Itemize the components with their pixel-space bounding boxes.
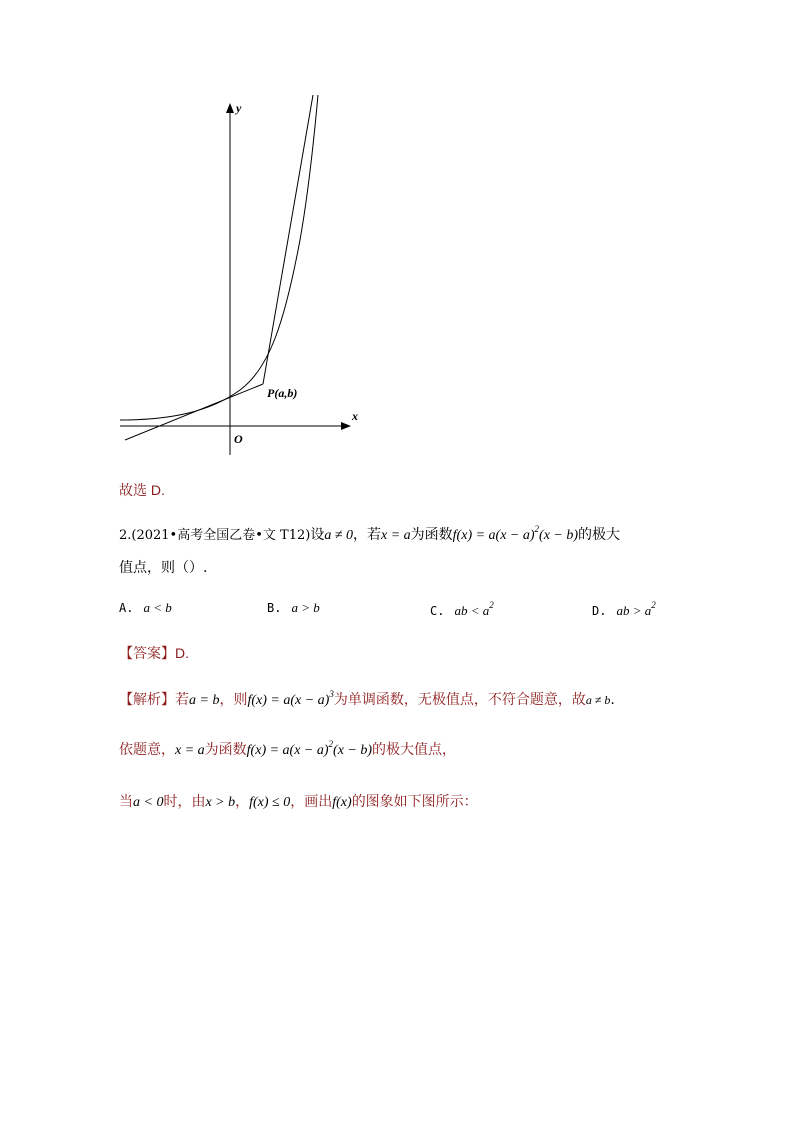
analysis-line-2	[119, 739, 456, 759]
question-function-rhs: (x − b)	[539, 528, 579, 543]
analysis-line-3	[119, 791, 478, 811]
question-function-lhs: f(x) = a(x − a)	[452, 528, 535, 543]
option-c-sup: 2	[489, 600, 494, 610]
option-c-expr: ab < a	[454, 603, 490, 618]
option-b-key: B.	[267, 601, 282, 615]
analysis-tag: 【解析】	[119, 692, 175, 708]
analysis-math: a ≠ b	[585, 693, 611, 707]
answer-value: D.	[175, 645, 189, 661]
option-d[interactable]	[592, 600, 656, 619]
function-curve	[120, 95, 318, 420]
question-text-1: 设	[310, 527, 325, 543]
option-a[interactable]	[119, 600, 172, 616]
analysis-text: 依题意，	[119, 742, 175, 758]
option-a-expr: a < b	[143, 600, 172, 615]
option-d-sup: 2	[651, 600, 656, 610]
analysis-text: 的图象如下图所示：	[351, 794, 478, 810]
x-axis-label: x	[352, 409, 358, 423]
analysis-math: f(x) = a(x − a)	[247, 693, 330, 708]
question-text-4: 的极大	[578, 527, 621, 543]
analysis-math: f(x) ≤ 0	[249, 795, 291, 810]
option-d-expr: ab > a	[616, 603, 652, 618]
answer-line	[119, 643, 189, 663]
analysis-text: ，画出	[290, 794, 333, 810]
answer-tag: 【答案】	[119, 646, 175, 662]
question-text-3: 为函数	[410, 527, 453, 543]
graph-svg	[110, 90, 380, 470]
analysis-math-exp: 2	[328, 739, 334, 749]
analysis-math: x > b	[205, 795, 236, 810]
previous-answer: 故选 D.	[119, 482, 165, 498]
analysis-math-exp: 3	[329, 689, 334, 699]
analysis-math: x = a	[175, 743, 205, 758]
analysis-text: 为函数	[204, 742, 247, 758]
analysis-text: 时，由	[163, 794, 206, 810]
option-c-key: C.	[430, 604, 445, 618]
option-b[interactable]	[267, 600, 320, 616]
question-source: 2.(2021•高考全国乙卷•文 T12)	[119, 528, 311, 543]
analysis-math: f(x)	[332, 795, 352, 810]
analysis-text: 若	[175, 692, 189, 708]
analysis-math: a < 0	[133, 795, 164, 810]
tangent-line-upper	[263, 95, 313, 384]
option-d-key: D.	[592, 604, 607, 618]
question-text-2: ，若	[353, 527, 381, 543]
option-c[interactable]	[430, 600, 494, 619]
function-graph-figure	[110, 90, 380, 470]
question-function-exp: 2	[534, 524, 540, 534]
analysis-line-1	[119, 689, 615, 709]
analysis-math: a = b	[189, 693, 220, 708]
analysis-text: ，	[235, 794, 250, 810]
question-line-2: 值点，则（）.	[119, 560, 208, 576]
option-a-key: A.	[119, 601, 134, 615]
analysis-math: (x − b)	[333, 743, 373, 758]
origin-label: O	[234, 432, 243, 446]
analysis-text: ，则	[219, 692, 248, 708]
question-x-eq-a: x = a	[381, 528, 411, 543]
y-axis-label: y	[236, 101, 242, 115]
question-line-1	[119, 524, 620, 544]
analysis-text: 为单调函数，无极值点，不符合题意，故	[333, 692, 586, 708]
point-p-label: P(a,b)	[267, 386, 298, 400]
analysis-text: 的极大值点，	[372, 742, 457, 758]
analysis-text: 当	[119, 794, 133, 810]
question-condition: a ≠ 0	[324, 528, 353, 543]
option-b-expr: a > b	[291, 600, 320, 615]
analysis-text: .	[610, 692, 615, 708]
analysis-math: f(x) = a(x − a)	[246, 743, 329, 758]
